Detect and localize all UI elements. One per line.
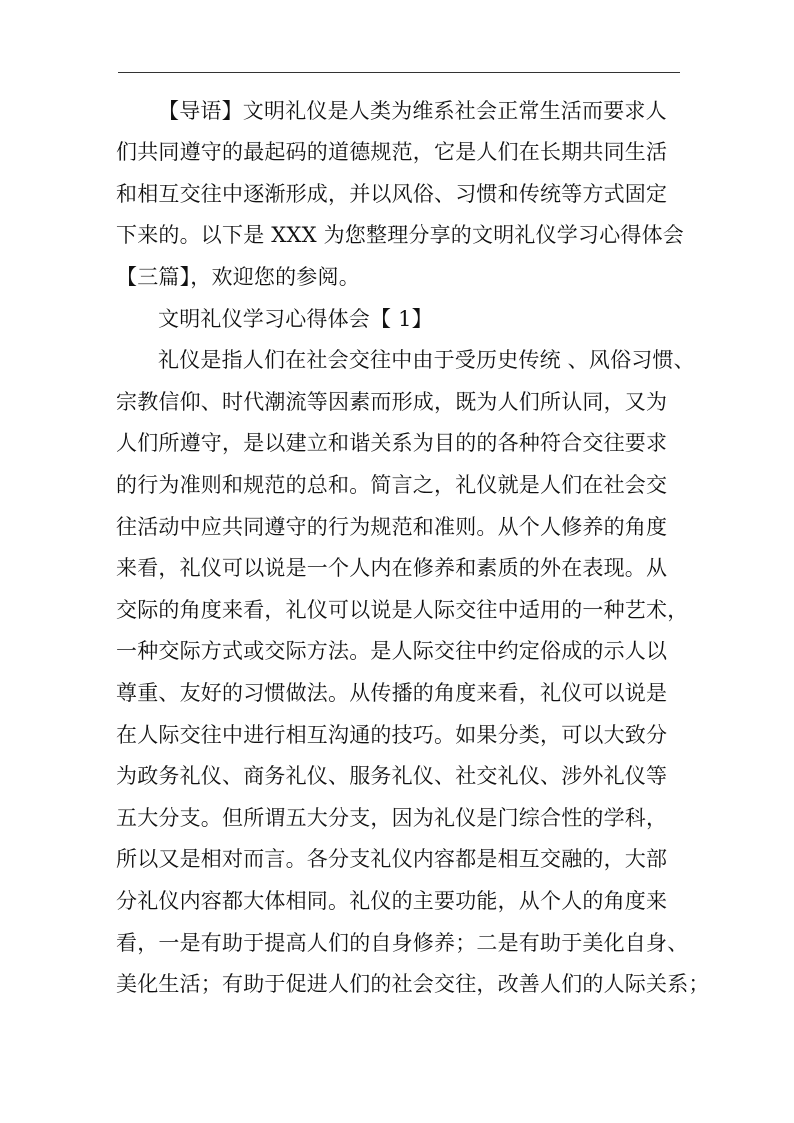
body-line-13: 所以又是相对而言。各分支礼仪内容都是相互交融的，大部 [116, 847, 668, 871]
section-title: 文明礼仪学习心得体会【 1】 [158, 307, 433, 331]
body-line-3: 人们所遵守，是以建立和谐关系为目的的各种符合交往要求 [116, 431, 668, 455]
body-line-15: 看，一是有助于提高人们的自身修养；二是有助于美化自身、 [116, 931, 689, 955]
intro-line-2: 们共同遵守的最起码的道德规范，它是人们在长期共同生活 [116, 140, 668, 164]
body-line-7: 交际的角度来看，礼仪可以说是人际交往中适用的一种艺术， [116, 598, 689, 622]
header-rule [118, 72, 680, 73]
intro-line-5: 【三篇】，欢迎您的参阅。 [116, 265, 360, 289]
body-line-5: 往活动中应共同遵守的行为规范和准则。从个人修养的角度 [116, 515, 668, 539]
body-line-2: 宗教信仰、时代潮流等因素而形成，既为人们所认同，又为 [116, 390, 668, 414]
body-line-9: 尊重、友好的习惯做法。从传播的角度来看，礼仪可以说是 [116, 681, 668, 705]
intro-line-4: 下来的。以下是 XXX 为您整理分享的文明礼仪学习心得体会 [116, 223, 684, 247]
body-line-6: 来看，礼仪可以说是一个人内在修养和素质的外在表现。从 [116, 556, 668, 580]
intro-line-1: 【导语】文明礼仪是人类为维系社会正常生活而要求人 [158, 99, 667, 123]
body-line-8: 一种交际方式或交际方法。是人际交往中约定俗成的示人以 [116, 639, 668, 663]
body-line-1: 礼仪是指人们在社会交往中由于受历史传统 、风俗习惯、 [158, 348, 695, 372]
intro-line-3: 和相互交往中逐渐形成，并以风俗、习惯和传统等方式固定 [116, 182, 668, 206]
body-line-12: 五大分支。但所谓五大分支，因为礼仪是门综合性的学科， [116, 806, 668, 830]
body-line-14: 分礼仪内容都大体相同。礼仪的主要功能，从个人的角度来 [116, 889, 668, 913]
body-line-16: 美化生活；有助于促进人们的社会交往，改善人们的人际关系； [116, 972, 710, 996]
body-line-4: 的行为准则和规范的总和。简言之，礼仪就是人们在社会交 [116, 473, 668, 497]
body-line-11: 为政务礼仪、商务礼仪、服务礼仪、社交礼仪、涉外礼仪等 [116, 764, 668, 788]
body-line-10: 在人际交往中进行相互沟通的技巧。如果分类，可以大致分 [116, 723, 668, 747]
